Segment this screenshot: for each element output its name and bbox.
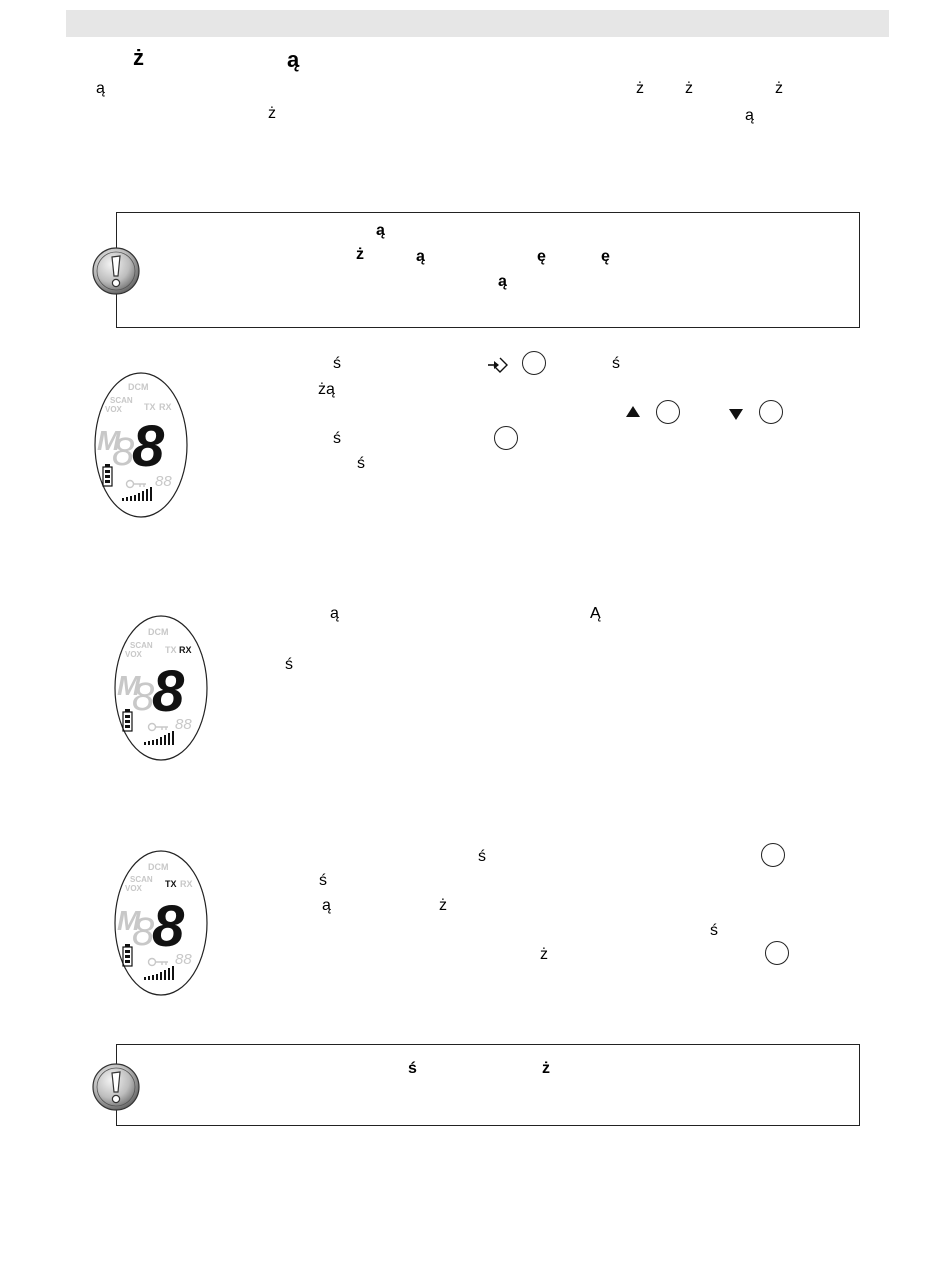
lcd-label-rx: RX [159, 402, 172, 412]
lcd-display-transmit [112, 850, 210, 1000]
intro-glyph: ż [685, 80, 693, 97]
body-glyph: ż [439, 897, 447, 914]
header-bar [66, 10, 889, 37]
svg-text:8: 8 [132, 910, 155, 954]
title-glyph: ą [287, 47, 300, 72]
body-glyph: ś [319, 872, 327, 889]
body-glyph: ś [612, 355, 620, 372]
note-glyph: ą [416, 248, 425, 265]
intro-glyph: ą [96, 80, 105, 97]
down-arrow-icon [728, 408, 744, 420]
note-glyph: ę [537, 248, 546, 265]
note-glyph: ą [498, 273, 507, 290]
menu-button[interactable] [522, 351, 546, 375]
lcd-label-rx-active: RX [179, 645, 192, 655]
lcd-label-tx-active: TX [165, 879, 177, 889]
down-button[interactable] [759, 400, 783, 424]
intro-glyph: ż [268, 105, 276, 122]
title-glyph: ż [133, 45, 144, 70]
body-glyph: żą [318, 381, 335, 398]
note-glyph: ż [542, 1060, 550, 1077]
svg-text:88: 88 [175, 951, 192, 968]
svg-text:TX: TX [165, 645, 177, 655]
up-button[interactable] [656, 400, 680, 424]
svg-text:VOX: VOX [125, 650, 142, 659]
note-glyph: ę [601, 248, 610, 265]
lcd-label-vox: VOX [105, 405, 122, 414]
lcd-main-digit: 8 [132, 414, 165, 479]
lcd-display-receive [112, 615, 210, 765]
ptt-release-button[interactable] [765, 941, 789, 965]
note-glyph: ż [356, 246, 364, 263]
svg-text:88: 88 [175, 716, 192, 733]
body-glyph: ż [540, 946, 548, 963]
note-glyph: ś [408, 1060, 417, 1077]
body-glyph: Ą [590, 605, 601, 622]
svg-text:M: M [117, 670, 141, 701]
note-box [116, 212, 860, 328]
svg-text:RX: RX [180, 879, 193, 889]
body-glyph: ś [478, 848, 486, 865]
intro-glyph: ż [775, 80, 783, 97]
lcd-label-dcm: DCM [128, 382, 149, 392]
ptt-button[interactable] [761, 843, 785, 867]
body-glyph: ś [710, 922, 718, 939]
body-glyph: ś [333, 355, 341, 372]
svg-text:SCAN: SCAN [130, 875, 153, 884]
svg-text:SCAN: SCAN [130, 641, 153, 650]
lcd-letter: M [97, 425, 121, 456]
body-glyph: ś [285, 656, 293, 673]
intro-glyph: ą [745, 107, 754, 124]
intro-glyph: ż [636, 80, 644, 97]
svg-text:VOX: VOX [125, 884, 142, 893]
lcd-ghost-digit: 8 [112, 430, 135, 474]
menu-enter-icon [487, 355, 511, 375]
svg-text:DCM: DCM [148, 862, 169, 872]
svg-text:8: 8 [132, 675, 155, 719]
note-box [116, 1044, 860, 1126]
body-glyph: ś [357, 455, 365, 472]
svg-text:DCM: DCM [148, 627, 169, 637]
confirm-button[interactable] [494, 426, 518, 450]
caution-icon [91, 1062, 141, 1112]
lcd-display [92, 370, 190, 520]
body-glyph: ą [322, 897, 331, 914]
note-glyph: ą [376, 222, 385, 239]
lcd-label-scan: SCAN [110, 396, 133, 405]
lcd-main-digit: 8 [152, 894, 185, 959]
lcd-main-digit: 8 [152, 659, 185, 724]
caution-icon [91, 246, 141, 296]
body-glyph: ś [333, 430, 341, 447]
svg-text:M: M [117, 905, 141, 936]
body-glyph: ą [330, 605, 339, 622]
lcd-small-digits: 88 [155, 473, 172, 490]
lcd-label-tx: TX [144, 402, 156, 412]
up-arrow-icon [625, 406, 641, 418]
